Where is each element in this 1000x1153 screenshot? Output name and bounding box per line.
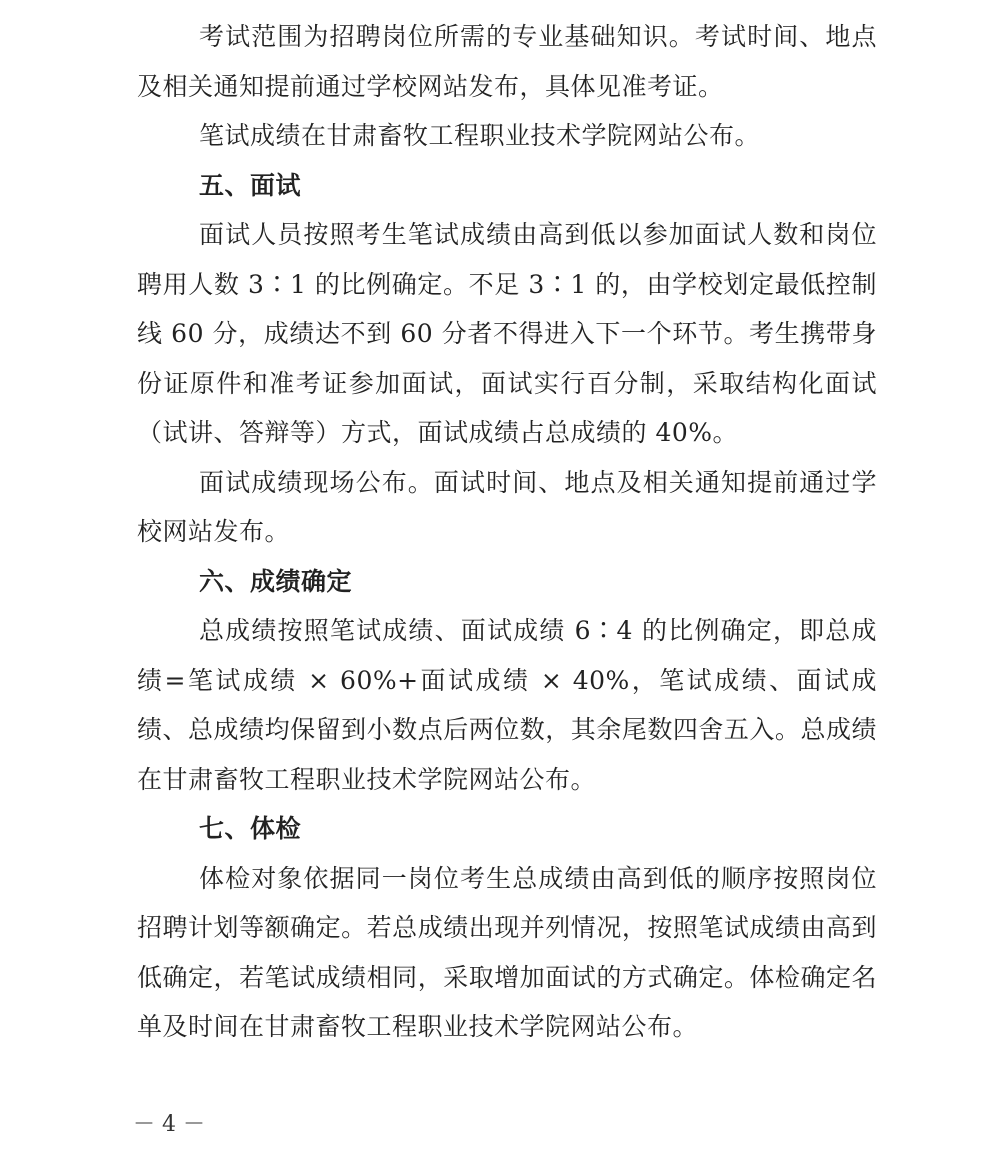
section-heading: 七、体检 xyxy=(199,814,302,843)
paragraph: 体检对象依据同一岗位考生总成绩由高到低的顺序按照岗位招聘计划等额确定。若总成绩出现并列情况，按照笔试成绩由高到低确定，若笔试成绩相同，采取增加面试的方式确定。体检确定名单及时间在甘肃畜牧工程职业技术学院网站公布。 xyxy=(137,863,877,1041)
page-number: － 4 － xyxy=(133,1112,205,1137)
paragraph: 面试成绩现场公布。面试时间、地点及相关通知提前通过学校网站发布。 xyxy=(137,467,877,546)
paragraph: 面试人员按照考生笔试成绩由高到低以参加面试人数和岗位聘用人数 3∶1 的比例确定。不足 3∶1 的，由学校划定最低控制线 60 分，成绩达不到 60 分者不得进入下一个环节。考生携带身份证原件和准考证参加面试，面试实行百分制，采取结构化面试（试讲、答辩等）方式，面试成绩占总成绩的 40%。 xyxy=(137,220,877,447)
paragraph: 总成绩按照笔试成绩、面试成绩 6∶4 的比例确定，即总成绩=笔试成绩 × 60%+面试成绩 × 40%，笔试成绩、面试成绩、总成绩均保留到小数点后两位数，其余尾数四舍五入。总成绩在甘肃畜牧工程职业技术学院网站公布。 xyxy=(137,616,877,794)
section-heading: 六、成绩确定 xyxy=(199,566,353,596)
paragraph: 笔试成绩在甘肃畜牧工程职业技术学院网站公布。 xyxy=(199,121,761,150)
paragraph: 考试范围为招聘岗位所需的专业基础知识。考试时间、地点及相关通知提前通过学校网站发布，具体见准考证。 xyxy=(137,22,877,101)
document-body xyxy=(137,12,877,1052)
section-heading: 五、面试 xyxy=(199,170,302,200)
